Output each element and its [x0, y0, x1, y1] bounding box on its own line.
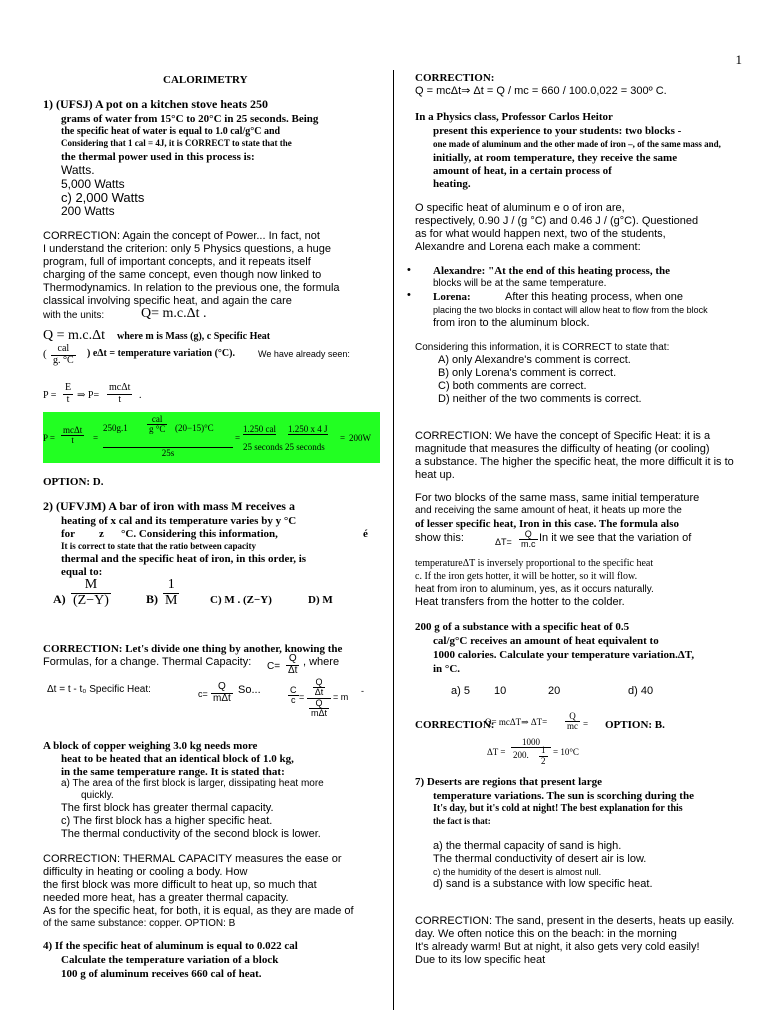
cap-fraction: $\frac{Q}{\Delta t}$ [288, 653, 298, 676]
c5-line8a: show this: [415, 532, 464, 544]
calc-eq3: = [340, 433, 346, 443]
q5-line6: heating. [433, 178, 471, 190]
page-number: 1 [735, 52, 742, 67]
c6-dT: ΔT = [487, 747, 506, 757]
q1-line1: 1) (UFSJ) A pot on a kitchen stove heats 250 [43, 97, 269, 111]
c6-label: CORRECTION: [415, 719, 495, 731]
q1-line2: grams of water from 15°C to 20°C in 25 seconds. Being [61, 113, 319, 125]
c5-line11: heat from iron to aluminum, yes, as it occurs naturally. [415, 584, 654, 595]
c1-line2: I understand the criterion: only 5 Physics questions, a huge [43, 243, 332, 255]
q1-option-b: 5,000 Watts [61, 177, 125, 191]
q2-line4: It is correct to state that the ratio between capacity [61, 541, 257, 551]
c3-line2: difficulty in heating or cooling a body. How [43, 866, 248, 878]
q2-line3a: for [61, 528, 76, 540]
title: CALORIMETRY [163, 74, 248, 86]
c7-line2: day. We often notice this on the beach: in the morning [415, 928, 677, 940]
q4-line3: 100 g of aluminum receives 660 cal of heat. [61, 968, 262, 980]
paren-open: ( [43, 348, 47, 360]
c3-line1: CORRECTION: THERMAL CAPACITY measures the ease or [43, 853, 342, 865]
cap-label: C= [267, 661, 281, 672]
q7-option-a: a) the thermal capacity of sand is high. [433, 840, 622, 852]
c6-result: = 10°C [553, 747, 579, 757]
c4-line1: CORRECTION: [415, 72, 495, 84]
calc-eq2: = [235, 433, 241, 443]
calc-res2: 1.250 x 4 J [288, 424, 328, 434]
q5-para3: as for what would happen next, two of the students, [415, 228, 666, 240]
c5-line10: c. If the iron gets hotter, it will be hotter, so it will flow. [415, 571, 638, 582]
spec-so: So... [238, 684, 261, 696]
q2-line2: heating of x cal and its temperature varies by y °C [61, 515, 297, 527]
q3-line3: in the same temperature range. It is stated that: [61, 766, 285, 778]
formula-q-mcdt: Q= m.c.Δt . [141, 306, 207, 321]
q3-line1: A block of copper weighing 3.0 kg needs more [43, 740, 258, 752]
ratio-eq: = [299, 692, 305, 702]
q2-option-c: C) M . (Z−Y) [210, 594, 272, 606]
q2-line3c: °C. Considering this information, [121, 528, 278, 540]
calc-mcdt-over-t: $\frac{\text{mcΔt}}{t}$ [63, 425, 83, 446]
ratio-dash: - [361, 686, 364, 696]
calc-den2: 25 seconds 25 seconds [243, 442, 325, 452]
formula-q-mcdt-2: Q = m.c.Δt [43, 328, 106, 343]
q2-option-a-label: A) [53, 592, 66, 606]
bullet-icon: • [407, 264, 411, 276]
calc-diff: (20−15)°C [175, 423, 214, 433]
q6-line3: 1000 calories. Calculate your temperature variation.ΔT, [433, 649, 695, 661]
q2-line5: thermal and the specific heat of iron, in this order, is [61, 553, 307, 565]
c5-line9: temperatureΔT is inversely proportional to the specific heat [415, 558, 654, 569]
q3-option-a2: quickly. [81, 790, 114, 801]
c1-line1: CORRECTION: Again the concept of Power... In fact, not [43, 230, 320, 242]
q1-line4: Considering that 1 cal = 4J, it is CORRECT to state that the [61, 138, 292, 148]
c5-line8b: In it we see that the variation of [539, 532, 692, 544]
q6-option-a: a) 5 [451, 685, 470, 697]
q1-option-a: Watts. [61, 163, 95, 177]
column-divider [393, 70, 394, 1010]
q5-line3: one made of aluminum and the other made of iron –, of the same mass and, [433, 139, 721, 149]
c6-option: OPTION: B. [605, 719, 665, 731]
spec-fraction: $\frac{Q}{\text{mΔt}}$ [213, 681, 231, 704]
c5-line5: For two blocks of the same mass, same initial temperature [415, 492, 700, 504]
c5-fraction: $\frac{Q}{m.c}$ [521, 529, 536, 550]
lorena-line2: placing the two blocks in contact will allow heat to flow from the block [433, 305, 708, 315]
temp-variation-note: ) eΔt = temperature variation (°C). [87, 348, 235, 359]
q6-line1: 200 g of a substance with a specific heat of 0.5 [415, 621, 630, 633]
power-implies: ⇒ P= [77, 390, 100, 401]
c5-line1: CORRECTION: We have the concept of Specific Heat: it is a [415, 430, 711, 442]
lorena-line3: from iron to the aluminum block. [433, 317, 590, 329]
q2-option-d: D) M [308, 594, 333, 606]
c5-line2: magnitude that measures the difficulty of heating (or cooling) [415, 443, 710, 455]
q5-line2: present this experience to your students: two blocks - [433, 125, 682, 137]
q5-line5: amount of heat, in a certain process of [433, 165, 612, 177]
q5-para4: Alexandre and Lorena each make a comment: [415, 241, 641, 253]
c2-line2: Formulas, for a change. Thermal Capacity: [43, 656, 252, 668]
q2-line6: equal to: [61, 566, 103, 578]
c3-line4: needed more heat, has a greater thermal capacity. [43, 892, 289, 904]
c5-line3: a substance. The higher the specific heat, the more difficult it is to [415, 456, 734, 468]
q2-line3b: z [99, 528, 104, 540]
alex-line2: blocks will be at the same temperature. [433, 278, 607, 289]
q7-option-c: c) the humidity of the desert is almost null. [433, 867, 602, 877]
c5-line12: Heat transfers from the hotter to the colder. [415, 596, 625, 608]
option-d-answer: OPTION: D. [43, 476, 104, 488]
spec-c-label: c= [198, 689, 208, 699]
c1-line5: Thermodynamics. In relation to the previous one, the formula [43, 282, 340, 294]
c1-line4: charging of the same concept, even though now linked to [43, 269, 322, 281]
q3-option-a1: a) The area of the first block is larger, dissipating heat more [61, 778, 324, 789]
c4-line2: Q = mcΔt⇒ Δt = Q / mc = 660 / 100.0,022 = 300º C. [415, 85, 667, 97]
power-mcdt-over-t: $\frac{\text{mcΔt}}{t}$ [109, 382, 131, 405]
power-dot: . [139, 390, 142, 401]
q7-line4: the fact is that: [433, 816, 491, 826]
formula-note: where m is Mass (g), c Specific Heat [117, 331, 271, 342]
calc-p: P = [43, 433, 55, 443]
alex-line1: Alexandre: "At the end of this heating process, the [433, 265, 670, 277]
c5-dT: ΔT= [495, 537, 512, 547]
q5-para1: O specific heat of aluminum e o of iron are, [415, 202, 625, 214]
c6-eqsign: = [583, 719, 589, 729]
c5-line6: and receiving the same amount of heat, it heats up more the [415, 505, 682, 516]
c6-fraction: $\frac{Q}{mc}$ [567, 711, 578, 732]
q2-line3d: é [363, 528, 368, 540]
q7-line1: 7) Deserts are regions that present large [415, 776, 602, 788]
q2-option-b-fraction: $\frac{1}{M}$ [165, 577, 178, 608]
calc-unit: cal g °C [149, 414, 166, 435]
calc-result: 200W [349, 433, 371, 443]
q1-option-d: 200 Watts [61, 204, 115, 218]
q5-option-c: C) both comments are correct. [438, 380, 587, 392]
c7-line3: It's already warm! But at night, it also gets very cold easily! [415, 941, 700, 953]
c6-equation: Q= mcΔT⇒ ΔT= [485, 717, 548, 727]
c1-line3: program, full of important concepts, and it repeats itself [43, 256, 311, 268]
c3-line3: the first block was more difficult to heat up, so much that [43, 879, 317, 891]
c5-line4: heat up. [415, 469, 455, 481]
q1-option-c: c) 2,000 Watts [61, 190, 145, 205]
q2-option-a-fraction: $\frac{M}{(Z-Y)}$ [73, 577, 109, 608]
q7-line3: It's day, but it's cold at night! The best explanation for this [433, 803, 683, 814]
q1-line5: the thermal power used in this process is: [61, 151, 255, 163]
calc-res1: 1.250 cal [243, 424, 276, 434]
c3-line5: As for the specific heat, for both, it is equal, as they are made of [43, 905, 354, 917]
q4-line1: 4) If the specific heat of aluminum is equal to 0.022 cal [43, 940, 298, 952]
q5-option-b: B) only Lorena's comment is correct. [438, 367, 617, 379]
q2-line1: 2) (UFVJM) A bar of iron with mass M receives a [43, 499, 295, 513]
q3-line2: heat to be heated that an identical block of 1.0 kg, [61, 753, 294, 765]
q4-line2: Calculate the temperature variation of a block [61, 954, 279, 966]
q3-option-b: The first block has greater thermal capacity. [61, 802, 274, 814]
q2-option-b-label: B) [146, 592, 158, 606]
q5-line4: initially, at room temperature, they receive the same [433, 152, 678, 164]
c7-line4: Due to its low specific heat [415, 954, 546, 966]
q5-para2: respectively, 0.90 J / (g °C) and 0.46 J / (g°C). Questioned [415, 215, 699, 227]
q6-line4: in °C. [433, 663, 461, 675]
c5-line7: of lesser specific heat, Iron in this case. The formula also [415, 518, 679, 530]
c7-line1: CORRECTION: The sand, present in the deserts, heats up easily. [415, 915, 735, 927]
bullet-icon: • [407, 289, 411, 301]
lorena-line1: After this heating process, when one [505, 291, 683, 303]
cap-where: , where [303, 656, 340, 668]
power-e-over-t: $\frac{E}{t}$ [65, 382, 72, 405]
calc-250g: 250g.1 [103, 423, 128, 433]
ratio-big: $\frac{\frac{Q}{\Delta t}}{\frac{Q}{\text{mΔt}}}$ [307, 678, 331, 719]
c6-big-fraction: 1000 200. $\frac{1}{2}$ [511, 737, 551, 764]
q5-option-a: A) only Alexandre's comment is correct. [438, 354, 631, 366]
c3-line6: of the same substance: copper. OPTION: B [43, 918, 236, 929]
unit-cal: cal [51, 344, 76, 356]
power-p: P = [43, 390, 57, 401]
unit-gc: g. °C [53, 354, 74, 366]
q3-option-d: The thermal conductivity of the second block is lower. [61, 828, 321, 840]
q6-option-d: d) 40 [628, 685, 654, 697]
q5-line1: In a Physics class, Professor Carlos Heitor [415, 111, 613, 123]
c2-line3: Δt = t - t₀ Specific Heat: [47, 684, 151, 695]
calc-eq1: = [93, 433, 99, 443]
q6-option-c: 20 [548, 685, 561, 697]
q6-line2: cal/g°C receives an amount of heat equivalent to [433, 635, 659, 647]
unit-fraction [51, 344, 76, 366]
q6-option-b: 10 [494, 685, 507, 697]
ratio-cc: $\frac{C}{c}$ [290, 685, 297, 706]
seen-note: We have already seen: [258, 349, 350, 359]
q7-option-b: The thermal conductivity of desert air is low. [433, 853, 647, 865]
ratio-eqm: = m [333, 692, 349, 702]
q3-option-c: c) The first block has a higher specific heat. [61, 815, 273, 827]
c2-line1: CORRECTION: Let's divide one thing by another, knowing the [43, 643, 343, 655]
c1-line7: with the units: [43, 310, 105, 321]
lorena-label: Lorena: [433, 291, 471, 303]
q7-option-d: d) sand is a substance with low specific heat. [433, 878, 653, 890]
q5-considering: Considering this information, it is CORRECT to state that: [415, 342, 670, 353]
q1-line3: the specific heat of water is equal to 1.0 cal/g°C and [61, 126, 281, 137]
c1-line6: classical involving specific heat, and again the care [43, 295, 292, 307]
calc-main-fraction [103, 415, 233, 458]
calc-25s: 25s [161, 448, 175, 458]
q5-option-d: D) neither of the two comments is correct. [438, 393, 642, 405]
q7-line2: temperature variations. The sun is scorching during the [433, 790, 694, 802]
